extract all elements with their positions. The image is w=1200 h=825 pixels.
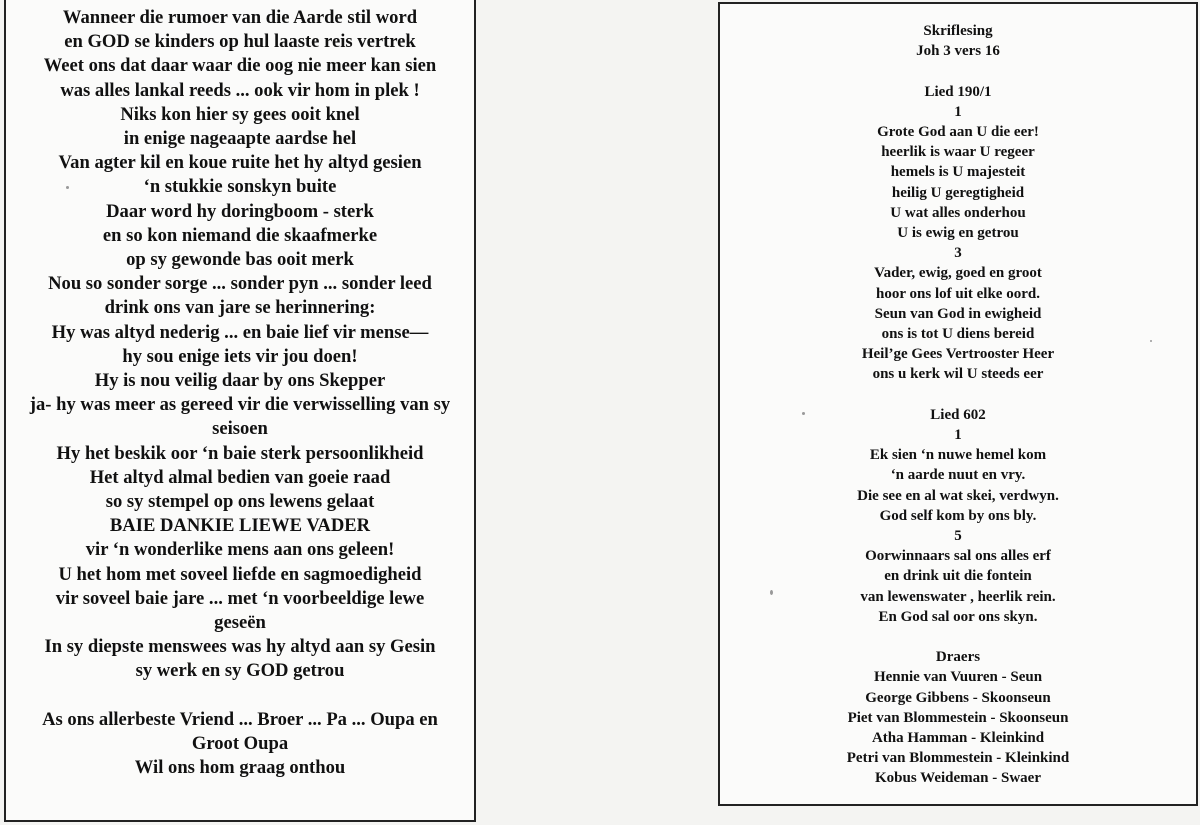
poem-line: ja- hy was meer as gereed vir die verwisselling van sy [29, 394, 451, 416]
poem-line: Daar word hy doringboom - sterk [106, 200, 374, 222]
program-line: 3 [954, 245, 962, 262]
program-line: Seun van God in ewigheid [874, 305, 1042, 322]
program-line: van lewenswater , heerlik rein. [860, 588, 1056, 605]
poem-line: Weet ons dat daar waar die oog nie meer kan sien [43, 55, 437, 77]
poem-line: was alles lankal reeds ... ook vir hom in plek ! [60, 79, 420, 101]
poem-line: Groot Oupa [191, 733, 289, 755]
poem-line: Hy was altyd nederig ... en baie lief vir mense— [51, 321, 429, 343]
program-line: Vader, ewig, goed en groot [874, 265, 1042, 282]
scan-speck [802, 412, 805, 415]
program-line: U is ewig en getrou [897, 225, 1019, 242]
poem-line: Hy is nou veilig daar by ons Skepper [94, 370, 386, 392]
poem-panel [4, 0, 476, 822]
program-line: Joh 3 vers 16 [916, 43, 1000, 60]
program-line: Die see en al wat skei, verdwyn. [857, 487, 1059, 504]
poem-line: U het hom met soveel liefde en sagmoedigheid [58, 563, 422, 585]
program-line: Lied 190/1 [924, 83, 992, 100]
poem-line: In sy diepste menswees was hy altyd aan sy Gesin [44, 636, 436, 658]
program-line: Piet van Blommestein - Skoonseun [847, 709, 1069, 726]
poem-line: in enige nageaapte aardse hel [123, 128, 357, 150]
poem-text [6, 6, 474, 780]
program-line: 1 [954, 103, 962, 120]
poem-line: geseën [214, 612, 266, 634]
program-line: En God sal oor ons skyn. [878, 608, 1038, 625]
program-line: Lied 602 [930, 406, 986, 423]
poem-line: en so kon niemand die skaafmerke [102, 224, 378, 246]
poem-line: vir soveel baie jare ... met ‘n voorbeeldige lewe [55, 587, 425, 609]
program-line: en drink uit die fontein [884, 568, 1032, 585]
scan-speck [1150, 340, 1152, 342]
program-line: U wat alles onderhou [890, 204, 1026, 221]
poem-line: Van agter kil en koue ruite het hy altyd gesien [58, 152, 422, 174]
program-text [720, 21, 1196, 789]
poem-line: drink ons van jare se herinnering: [104, 297, 376, 319]
poem-line: Nou so sonder sorge ... sonder pyn ... sonder leed [48, 273, 432, 295]
poem-line: hy sou enige iets vir jou doen! [122, 345, 358, 367]
scan-speck [770, 590, 773, 595]
program-line: 5 [954, 528, 962, 545]
poem-line: Hy het beskik oor ‘n baie sterk persoonlikheid [56, 442, 424, 464]
program-line [720, 61, 1196, 81]
program-line: hemels is U majesteit [890, 164, 1026, 181]
program-line: heilig U geregtigheid [891, 184, 1025, 201]
poem-line: As ons allerbeste Vriend ... Broer ... Pa ... Oupa en [42, 708, 438, 730]
poem-line: sy werk en sy GOD getrou [135, 660, 345, 682]
program-line: Kobus Weideman - Swaer [875, 770, 1041, 787]
program-line: 1 [954, 427, 962, 444]
program-line: ‘n aarde nuut en vry. [890, 467, 1026, 484]
poem-line: vir ‘n wonderlike mens aan ons geleen! [85, 539, 395, 561]
poem-line: seisoen [212, 418, 268, 440]
poem-line [6, 684, 474, 708]
service-program-panel [718, 2, 1198, 806]
program-line: Oorwinnaars sal ons alles erf [865, 548, 1051, 565]
poem-line: Het altyd almal bedien van goeie raad [89, 466, 391, 488]
program-line: Draers [935, 649, 981, 666]
program-line: George Gibbens - Skoonseun [865, 689, 1051, 706]
program-line: hoor ons lof uit elke oord. [876, 285, 1040, 302]
program-line: ons u kerk wil U steeds eer [872, 366, 1044, 383]
poem-line: so sy stempel op ons lewens gelaat [105, 491, 375, 513]
program-line: ons is tot U diens bereid [881, 326, 1035, 343]
poem-line: op sy gewonde bas ooit merk [126, 249, 354, 271]
poem-line: en GOD se kinders op hul laaste reis vertrek [64, 31, 416, 53]
program-line: heerlik is waar U regeer [881, 144, 1035, 161]
program-line: Petri van Blommestein - Kleinkind [846, 750, 1070, 767]
poem-line: BAIE DANKIE LIEWE VADER [109, 515, 371, 537]
poem-line: Wanneer die rumoer van die Aarde stil word [62, 7, 418, 28]
program-line: Ek sien ‘n nuwe hemel kom [869, 447, 1047, 464]
program-line: Heil’ge Gees Vertrooster Heer [861, 346, 1055, 363]
program-line [720, 385, 1196, 405]
program-line: Grote God aan U die eer! [877, 124, 1039, 140]
program-line: Skriflesing [923, 23, 993, 39]
poem-line: ‘n stukkie sonskyn buite [143, 176, 337, 198]
poem-line: Niks kon hier sy gees ooit knel [120, 103, 360, 125]
program-line: Atha Hamman - Kleinkind [871, 730, 1045, 747]
poem-line: Wil ons hom graag onthou [134, 757, 346, 779]
program-line: Hennie van Vuuren - Seun [873, 669, 1043, 686]
program-line [720, 627, 1196, 647]
program-line: God self kom by ons bly. [879, 507, 1037, 524]
scan-speck [66, 186, 69, 189]
